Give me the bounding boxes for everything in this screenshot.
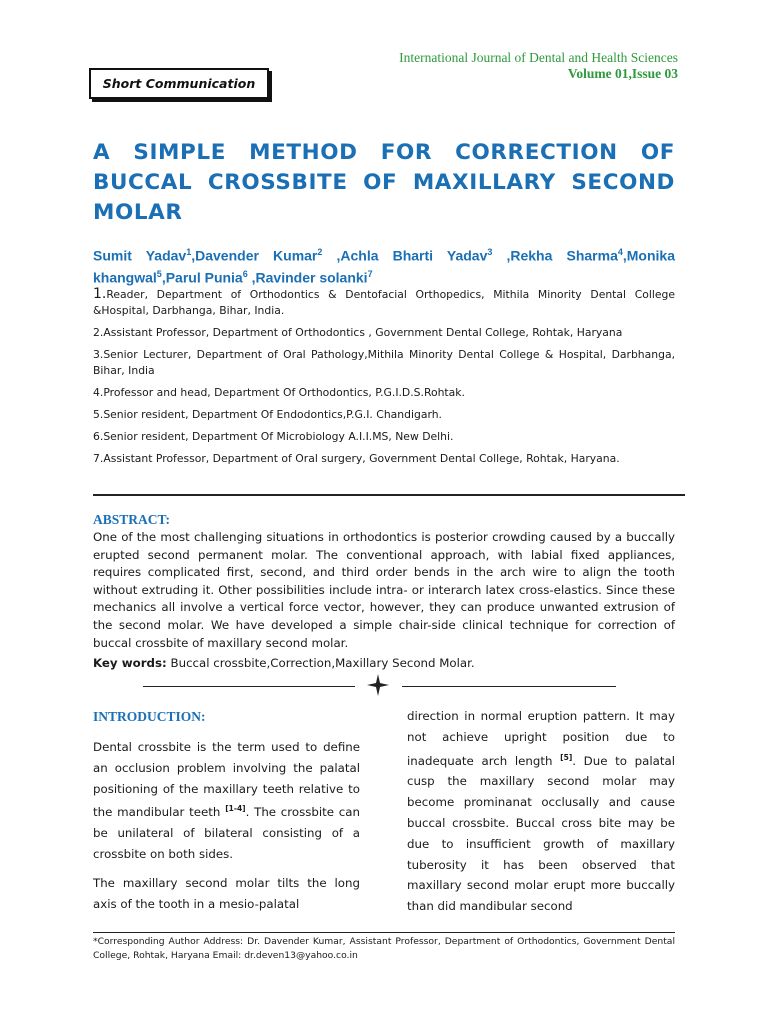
affiliation-text: Assistant Professor, Department of Oral surgery, Government Dental College, Rohtak, Haryana.	[103, 452, 620, 465]
affiliation-text: Reader, Department of Orthodontics & Dentofacial Orthopedics, Mithila Minority Dental College &Hospital, Darbhanga, Bihar, India.	[93, 288, 675, 317]
author-name: Sumit Yadav	[93, 247, 187, 264]
article-title: A SIMPLE METHOD FOR CORRECTION OF BUCCAL CROSSBITE OF MAXILLARY SECOND MOLAR	[93, 140, 675, 225]
author-list	[93, 243, 675, 286]
affiliation-number: 3.	[93, 348, 104, 361]
author-name: ,Achla Bharti Yadav	[322, 247, 488, 264]
intro-text: . The crossbite can be unilateral of bilateral consisting of a crossbite on both sides.	[93, 805, 361, 861]
separator-line-right	[402, 686, 616, 687]
affiliation-item	[93, 385, 675, 401]
affiliation-item	[93, 325, 675, 341]
keywords-line	[93, 655, 675, 673]
affiliation-text: Assistant Professor, Department of Orthodontics , Government Dental College, Rohtak, Haryana	[103, 326, 623, 339]
author-affil-ref: 1	[186, 247, 192, 257]
author-affil-ref: 7	[367, 268, 373, 279]
header-divider	[93, 494, 685, 496]
journal-name: International Journal of Dental and Health Sciences	[399, 50, 678, 65]
keywords-label: Key words:	[93, 656, 167, 670]
affiliation-list	[93, 286, 675, 473]
intro-paragraph-1	[93, 737, 360, 865]
affiliation-text: Senior resident, Department Of Endodontics,P.G.I. Chandigarh.	[103, 408, 442, 421]
introduction-heading: INTRODUCTION:	[93, 709, 206, 724]
affiliation-item	[93, 347, 675, 379]
journal-header	[399, 50, 678, 82]
keywords-text: Buccal crossbite,Correction,Maxillary Second Molar.	[166, 656, 475, 670]
affiliation-item	[93, 451, 675, 467]
citation-ref: [1-4]	[225, 804, 246, 814]
author-name: ,Davender Kumar	[191, 247, 318, 264]
affiliation-number: 5.	[93, 408, 104, 421]
affiliation-number: 4.	[93, 386, 104, 399]
footnote-divider	[93, 932, 675, 933]
affiliation-item	[93, 407, 675, 423]
four-point-star-icon	[366, 673, 390, 697]
author-affil-ref: 3	[487, 247, 493, 257]
author-name: ,Ravinder solanki	[247, 269, 368, 286]
intro-text: direction in normal eruption pattern. It may not achieve upright position due to inadequate arch length	[407, 709, 675, 768]
affiliation-number: 2.	[93, 326, 104, 339]
article-type-badge: Short Communication	[89, 68, 269, 99]
intro-text: . Due to palatal cusp the maxillary second molar may become prominanat occlusally and cause buccal crossbite. Buccal cross bite may be due to insufficient growth of maxillary tuberosity it has been observed that maxillary second molar erupt more buccally than did mandibular second	[407, 753, 675, 914]
author-affil-ref: 2	[317, 247, 323, 257]
author-affil-ref: 6	[242, 268, 248, 279]
intro-paragraph-2: The maxillary second molar tilts the long axis of the tooth in a mesio-palatal	[93, 876, 360, 911]
affiliation-text: Senior Lecturer, Department of Oral Pathology,Mithila Minority Dental College & Hospital, Darbhanga, Bihar, India	[93, 348, 675, 377]
affiliation-number: 6.	[93, 430, 104, 443]
affiliation-text: Senior resident, Department Of Microbiology A.I.I.MS, New Delhi.	[103, 430, 454, 443]
citation-ref: [5]	[560, 752, 573, 762]
affiliation-number: 7.	[93, 452, 104, 465]
separator-line-left	[143, 686, 355, 687]
affiliation-item	[93, 286, 675, 319]
author-name: ,Monika khangwal	[93, 247, 675, 286]
corresponding-author-footnote: *Corresponding Author Address: Dr. Davender Kumar, Assistant Professor, Department of Orthodontics, Government Dental College, Rohtak, Haryana Email: dr.deven13@yahoo.co.in	[93, 936, 675, 961]
abstract-heading: ABSTRACT:	[93, 512, 171, 527]
author-name: ,Rekha Sharma	[492, 247, 618, 264]
author-affil-ref: 5	[156, 268, 162, 279]
intro-paragraph-right	[407, 706, 675, 917]
author-affil-ref: 4	[617, 247, 623, 257]
author-name: ,Parul Punia	[161, 269, 243, 286]
affiliation-item	[93, 429, 675, 445]
abstract-body: One of the most challenging situations in orthodontics is posterior crowding caused by a buccally erupted second permanent molar. The conventional approach, with labial fixed appliances, requires complicated first, second, and third order bends in the arch wire to align the tooth without extruding it. Other possibilities include intra- or interarch latex cross-elastics. Since these mechanics all involve a vertical force vector, however, they can produce unwanted extrusion of the second molar. We have developed a simple chair-side clinical technique for correction of buccal crossbite of maxillary second molar.	[93, 530, 675, 650]
affiliation-number: 1.	[93, 286, 107, 302]
volume-issue: Volume 01,Issue 03	[567, 66, 678, 81]
intro-text: Dental crossbite is the term used to define an occlusion problem involving the palatal positioning of the maxillary teeth relative to the mandibular teeth	[93, 740, 360, 820]
affiliation-text: Professor and head, Department Of Orthodontics, P.G.I.D.S.Rohtak.	[103, 386, 465, 399]
